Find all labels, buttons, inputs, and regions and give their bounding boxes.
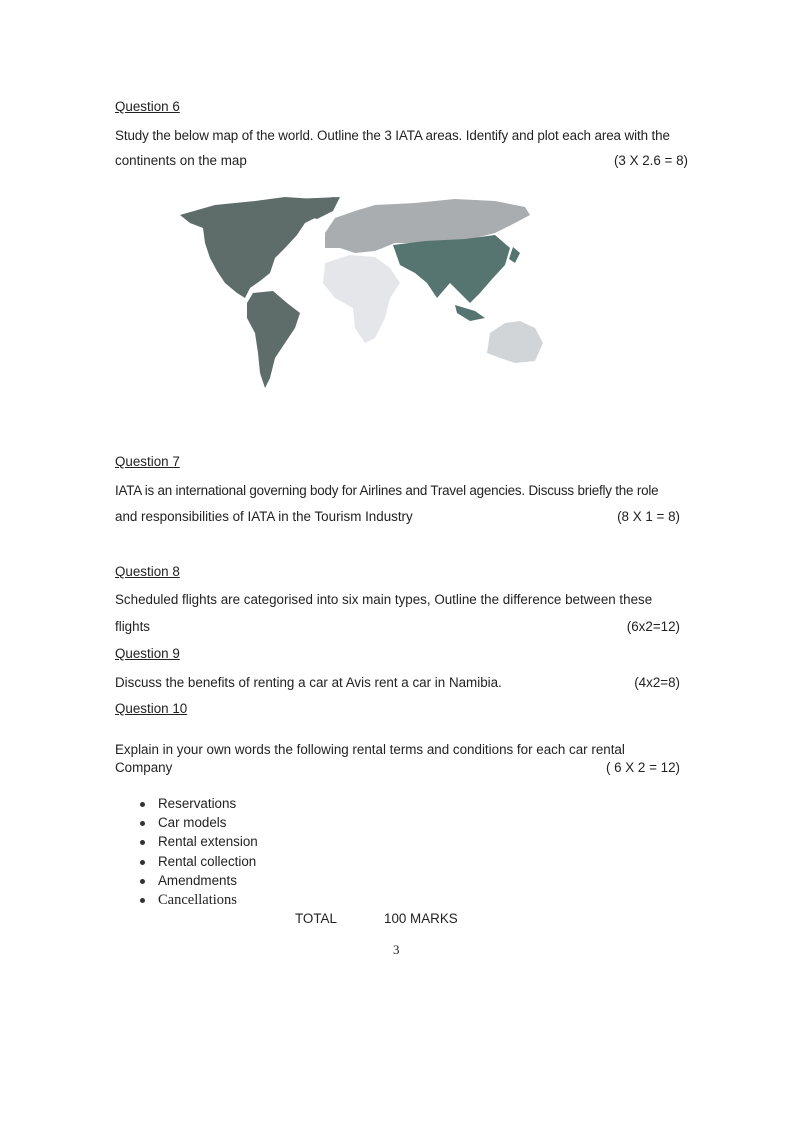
question-6-text-line2: continents on the map [115, 153, 247, 168]
question-9-heading: Question 9 [115, 646, 180, 661]
bullet-icon [140, 860, 145, 865]
list-item-label: Amendments [158, 872, 237, 888]
map-region-africa [323, 255, 400, 343]
total-value: 100 MARKS [384, 911, 458, 926]
question-10-text-line1: Explain in your own words the following rental terms and conditions for each car rental [115, 742, 625, 757]
bullet-icon [140, 898, 145, 903]
question-6-text-line1: Study the below map of the world. Outline the 3 IATA areas. Identify and plot each area with the [115, 128, 670, 143]
map-region-south-america [247, 291, 300, 388]
question-6-marks: (3 X 2.6 = 8) [613, 153, 688, 168]
bullet-icon [140, 879, 145, 884]
question-10-text-line2: Company [115, 760, 173, 775]
rental-terms-list [140, 796, 258, 911]
question-10-marks: ( 6 X 2 = 12) [605, 760, 680, 775]
question-9-marks: (4x2=8) [634, 675, 680, 690]
question-7-marks: (8 X 1 = 8) [617, 509, 680, 524]
question-8-text-line1: Scheduled flights are categorised into six main types, Outline the difference between these [115, 592, 653, 607]
list-item-label: Reservations [158, 796, 237, 811]
bullet-icon [140, 840, 145, 845]
world-map-image [175, 193, 575, 393]
total-label: TOTAL [295, 911, 337, 926]
question-7-text-line2: and responsibilities of IATA in the Tourism Industry [115, 509, 413, 524]
question-9-text: Discuss the benefits of renting a car at Avis rent a car in Namibia. [115, 675, 502, 690]
bullet-icon [140, 821, 145, 826]
list-item-label: Car models [158, 815, 227, 831]
page-number: 3 [393, 942, 400, 957]
question-6-heading: Question 6 [115, 99, 180, 114]
question-7-text-line1: IATA is an international governing body for Airlines and Travel agencies. Discuss briefly the role [115, 483, 659, 498]
list-item-label: Cancellations [158, 891, 237, 908]
bullet-icon [140, 802, 145, 807]
list-item [140, 854, 258, 873]
map-region-australia [487, 321, 543, 363]
list-item [140, 815, 258, 834]
question-8-text-line2: flights [115, 619, 150, 634]
map-region-asia [393, 235, 510, 303]
list-item [140, 892, 258, 911]
list-item-label: Rental collection [158, 853, 257, 869]
question-10-heading: Question 10 [115, 701, 188, 716]
list-item [140, 873, 258, 892]
question-8-marks: (6x2=12) [626, 619, 680, 634]
question-8-heading: Question 8 [115, 564, 180, 579]
list-item-label: Rental extension [158, 834, 258, 850]
question-7-heading: Question 7 [115, 454, 180, 469]
list-item [140, 834, 258, 853]
list-item [140, 796, 258, 815]
